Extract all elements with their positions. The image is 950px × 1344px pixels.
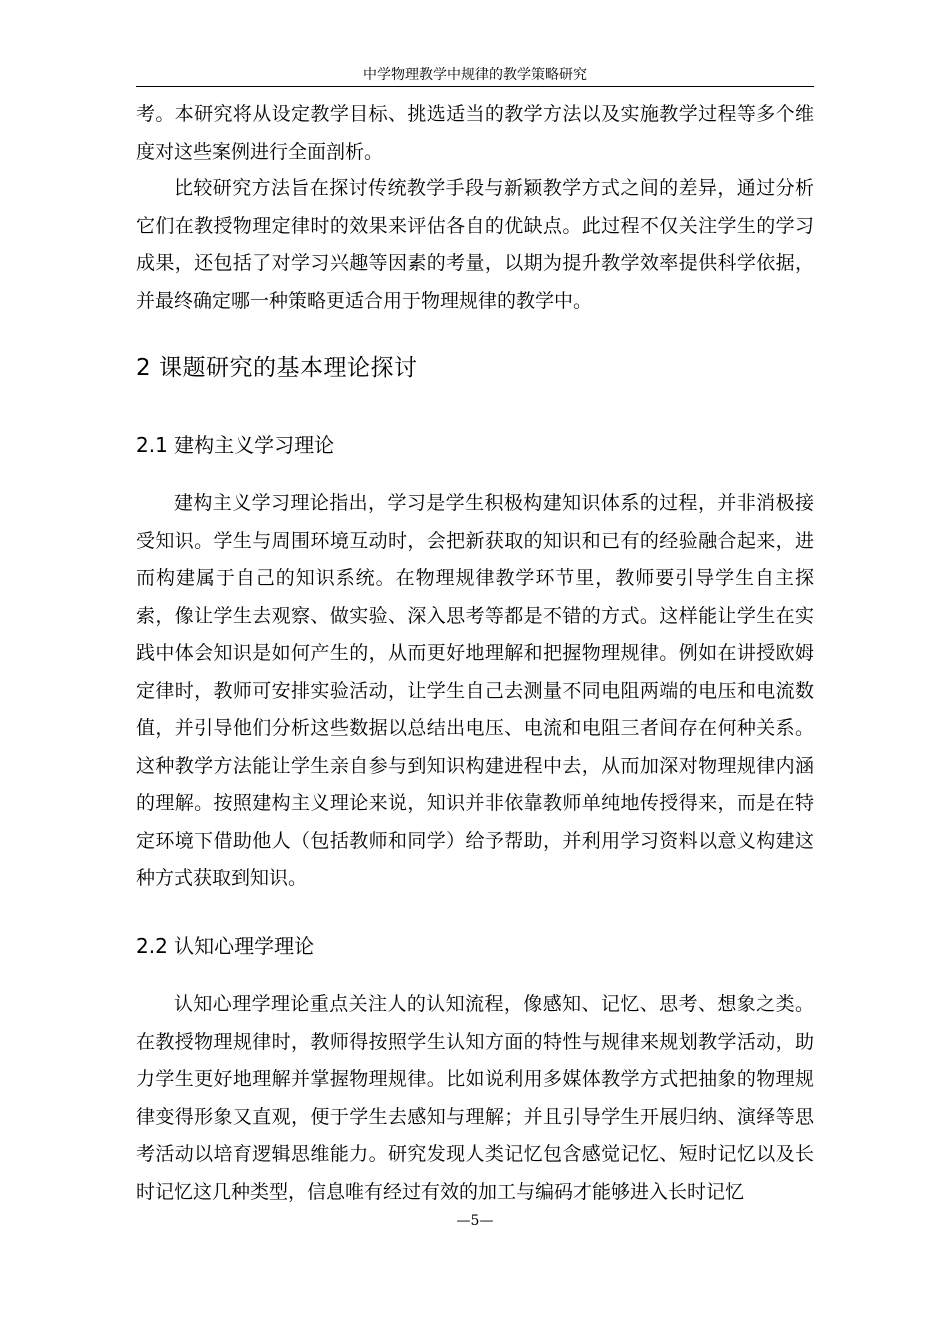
paragraph-continued <box>136 96 814 171</box>
subsection-heading: 2.1 建构主义学习理论 <box>136 433 335 457</box>
paragraph-cognitive-psychology <box>136 986 814 1211</box>
paragraph-text: 考。本研究将从设定教学目标、挑选适当的教学方法以及实施教学过程等多个维度对这些案例进行全面剖析。 <box>136 103 814 163</box>
running-header: 中学物理教学中规律的教学策略研究 <box>363 67 587 83</box>
paragraph-comparative-method <box>136 170 814 320</box>
section-heading: 2 课题研究的基本理论探讨 <box>136 355 418 381</box>
header-rule <box>136 86 814 87</box>
page-number: —5— <box>456 1213 494 1229</box>
section-2-heading-block <box>136 353 814 383</box>
paragraph-text: 建构主义学习理论指出，学习是学生积极构建知识体系的过程，并非消极接受知识。学生与周围环境互动时，会把新获取的知识和已有的经验融合起来，进而构建属于自己的知识系统。在物理规律教学环节里，教师要引导学生自主探索，像让学生去观察、做实验、深入思考等都是不错的方式。这样能让学生在实践中体会知识是如何产生的，从而更好地理解和把握物理规律。例如在讲授欧姆定律时，教师可安排实验活动，让学生自己去测量不同电阻两端的电压和电流数值，并引导他们分析这些数据以总结出电压、电流和电阻三者间存在何种关系。这种教学方法能让学生亲自参与到知识构建进程中去，从而加深对物理规律内涵的理解。按照建构主义理论来说，知识并非依靠教师单纯地传授得来，而是在特定环境下借助他人（包括教师和同学）给予帮助，并利用学习资料以意义构建这种方式获取到知识。 <box>136 492 814 889</box>
paragraph-constructivism <box>136 485 814 898</box>
paragraph-text: 比较研究方法旨在探讨传统教学手段与新颖教学方式之间的差异，通过分析它们在教授物理定律时的效果来评估各自的优缺点。此过程不仅关注学生的学习成果，还包括了对学习兴趣等因素的考量，以期为提升教学效率提供科学依据，并最终确定哪一种策略更适合用于物理规律的教学中。 <box>136 177 814 312</box>
paragraph-text: 认知心理学理论重点关注人的认知流程，像感知、记忆、思考、想象之类。在教授物理规律时，教师得按照学生认知方面的特性与规律来规划教学活动，助力学生更好地理解并掌握物理规律。比如说利用多媒体教学方式把抽象的物理规律变得形象又直观，便于学生去感知与理解；并且引导学生开展归纳、演绎等思考活动以培育逻辑思维能力。研究发现人类记忆包含感觉记忆、短时记忆以及长时记忆这几种类型，信息唯有经过有效的加工与编码才能够进入长时记忆 <box>136 993 814 1203</box>
section-2-1-heading-block <box>136 431 814 459</box>
section-2-2-heading-block <box>136 932 814 960</box>
subsection-heading: 2.2 认知心理学理论 <box>136 934 315 958</box>
